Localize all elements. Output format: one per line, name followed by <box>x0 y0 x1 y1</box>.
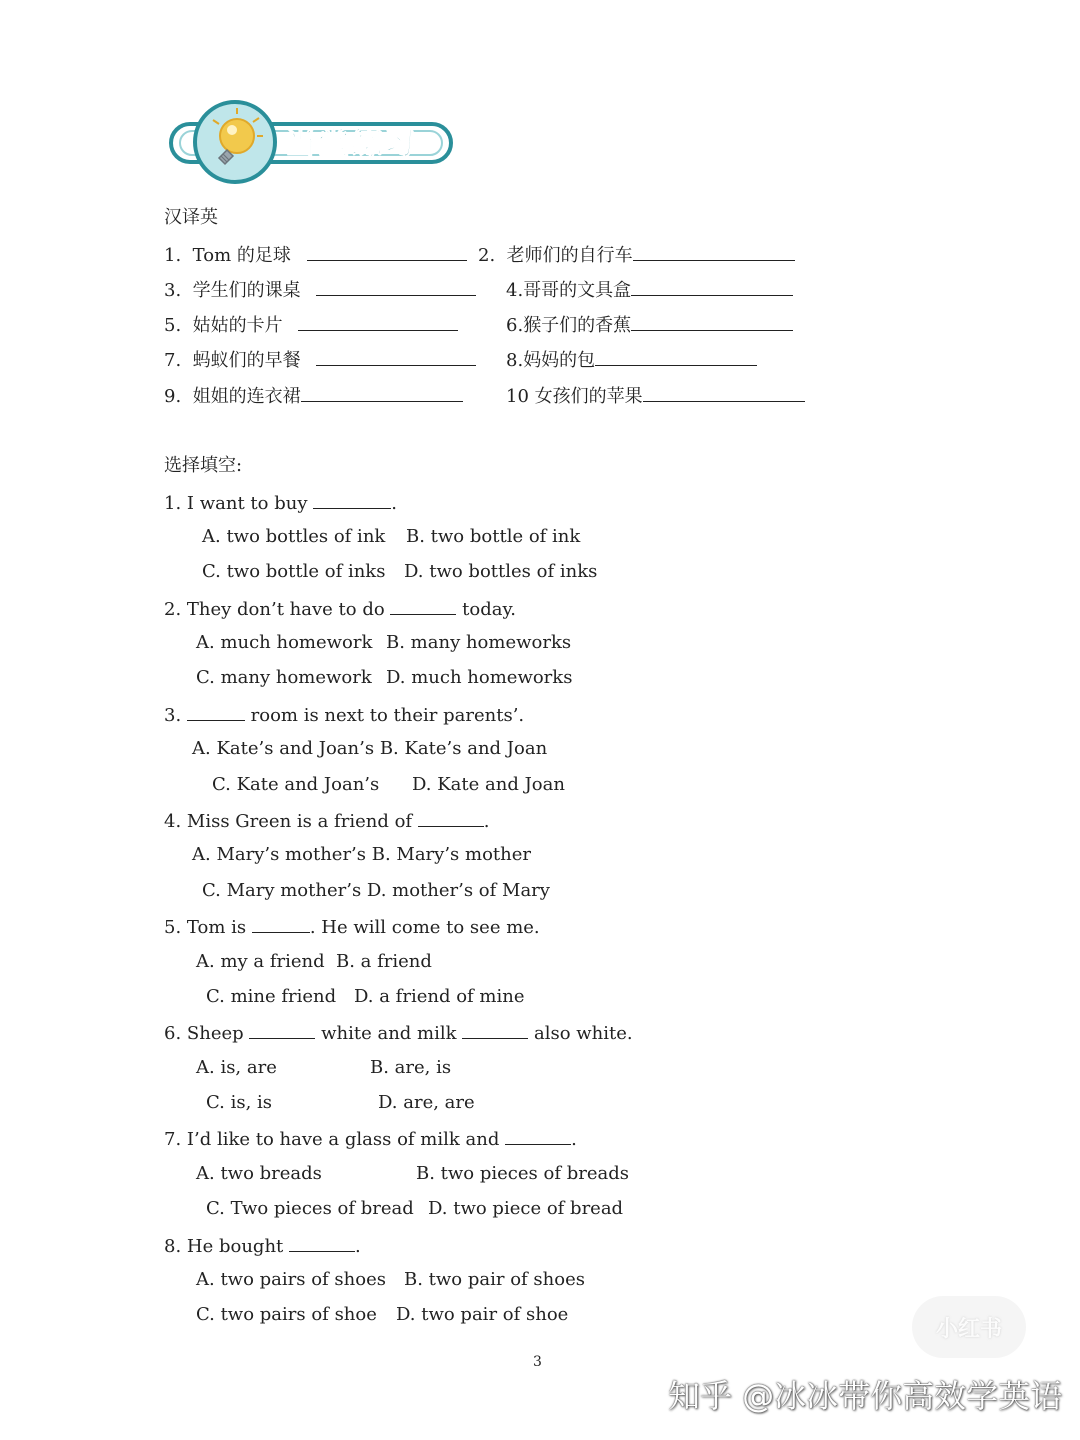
option-1b[interactable]: B. two bottle of ink <box>406 526 581 547</box>
option-3c[interactable]: C. Kate and Joan’s <box>212 774 380 795</box>
answer-blank[interactable] <box>316 347 476 366</box>
translation-item-5: 5. 姑姑的卡片 <box>164 312 458 338</box>
answer-blank[interactable] <box>631 277 793 296</box>
answer-blank[interactable] <box>307 242 467 261</box>
answer-blank[interactable] <box>505 1126 571 1145</box>
answer-blank[interactable] <box>418 808 484 827</box>
option-2a[interactable]: A. much homework <box>196 632 373 653</box>
answer-blank[interactable] <box>289 1233 355 1252</box>
question-8: 8. He bought . <box>164 1233 361 1259</box>
option-5a[interactable]: A. my a friend <box>196 951 325 972</box>
translation-item-2: 2. 老师们的自行车 <box>478 242 795 268</box>
option-3ab[interactable]: A. Kate’s and Joan’s B. Kate’s and Joan <box>192 738 548 759</box>
option-7b[interactable]: B. two pieces of breads <box>416 1163 629 1184</box>
answer-blank[interactable] <box>298 312 458 331</box>
page-number: 3 <box>533 1354 542 1370</box>
question-1: 1. I want to buy . <box>164 490 397 516</box>
answer-blank[interactable] <box>252 914 310 933</box>
option-1c[interactable]: C. two bottle of inks <box>202 561 386 582</box>
answer-blank[interactable] <box>313 490 391 509</box>
translation-section-title: 汉译英 <box>164 207 218 228</box>
question-2: 2. They don’t have to do today. <box>164 596 516 622</box>
option-4cd[interactable]: C. Mary mother’s D. mother’s of Mary <box>202 880 550 901</box>
option-8a[interactable]: A. two pairs of shoes <box>196 1269 386 1290</box>
question-6: 6. Sheep white and milk also white. <box>164 1020 633 1046</box>
option-6a[interactable]: A. is, are <box>196 1057 277 1078</box>
option-8d[interactable]: D. two pair of shoe <box>396 1304 569 1325</box>
option-1a[interactable]: A. two bottles of ink <box>202 526 386 547</box>
translation-item-3: 3. 学生们的课桌 <box>164 277 476 303</box>
option-8b[interactable]: B. two pair of shoes <box>404 1269 585 1290</box>
option-2d[interactable]: D. much homeworks <box>386 667 573 688</box>
translation-item-9: 9. 姐姐的连衣裙 <box>164 383 463 409</box>
option-8c[interactable]: C. two pairs of shoe <box>196 1304 377 1325</box>
xiaohongshu-logo: 小红书 <box>912 1296 1026 1358</box>
answer-blank[interactable] <box>643 383 805 402</box>
answer-blank[interactable] <box>633 242 795 261</box>
answer-blank[interactable] <box>595 347 757 366</box>
lightbulb-icon <box>193 100 277 184</box>
option-1d[interactable]: D. two bottles of inks <box>404 561 598 582</box>
option-7a[interactable]: A. two breads <box>196 1163 322 1184</box>
answer-blank[interactable] <box>631 312 793 331</box>
translation-item-8: 8.妈妈的包 <box>506 347 757 373</box>
translation-item-1: 1. Tom 的足球 <box>164 242 467 268</box>
answer-blank[interactable] <box>249 1020 315 1039</box>
question-4: 4. Miss Green is a friend of . <box>164 808 490 834</box>
translation-item-7: 7. 蚂蚁们的早餐 <box>164 347 476 373</box>
option-5d[interactable]: D. a friend of mine <box>354 986 525 1007</box>
option-3d[interactable]: D. Kate and Joan <box>412 774 565 795</box>
translation-item-6: 6.猴子们的香蕉 <box>506 312 793 338</box>
translation-item-4: 4.哥哥的文具盒 <box>506 277 793 303</box>
option-4ab[interactable]: A. Mary’s mother’s B. Mary’s mother <box>192 844 532 865</box>
answer-blank[interactable] <box>187 702 245 721</box>
watermark: 知乎 @冰冰带你高效学英语 <box>668 1377 1063 1415</box>
section-banner <box>165 100 457 188</box>
question-3: 3. room is next to their parents’. <box>164 702 524 728</box>
question-5: 5. Tom is . He will come to see me. <box>164 914 540 940</box>
option-5c[interactable]: C. mine friend <box>206 986 337 1007</box>
option-2b[interactable]: B. many homeworks <box>386 632 572 653</box>
choice-section-title: 选择填空: <box>164 455 243 476</box>
option-6d[interactable]: D. are, are <box>378 1092 475 1113</box>
answer-blank[interactable] <box>301 383 463 402</box>
option-5b[interactable]: B. a friend <box>336 951 432 972</box>
answer-blank[interactable] <box>390 596 456 615</box>
question-7: 7. I’d like to have a glass of milk and . <box>164 1126 577 1152</box>
answer-blank[interactable] <box>316 277 476 296</box>
option-7d[interactable]: D. two piece of bread <box>428 1198 624 1219</box>
option-6c[interactable]: C. is, is <box>206 1092 273 1113</box>
translation-item-10: 10 女孩们的苹果 <box>506 383 805 409</box>
option-2c[interactable]: C. many homework <box>196 667 372 688</box>
answer-blank[interactable] <box>462 1020 528 1039</box>
page-title: 当堂练习 <box>285 126 417 162</box>
option-6b[interactable]: B. are, is <box>370 1057 452 1078</box>
option-7c[interactable]: C. Two pieces of bread <box>206 1198 414 1219</box>
